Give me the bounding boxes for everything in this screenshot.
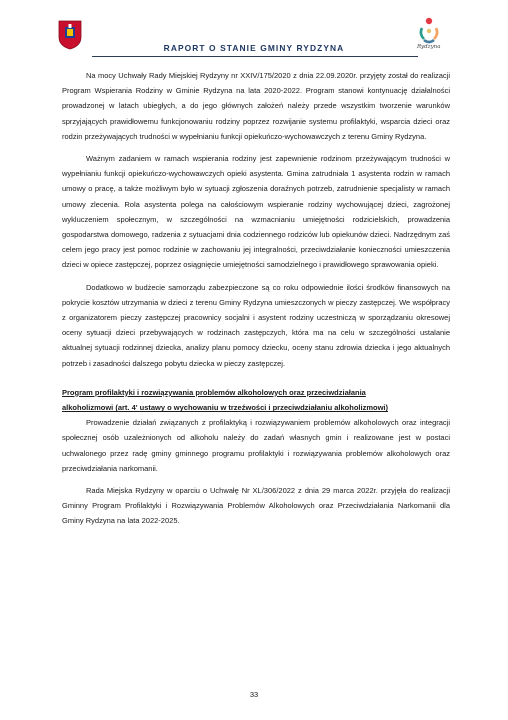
page-header [0,0,508,70]
section-paragraph: Prowadzenie działań związanych z profilaktyką i rozwiązywaniem problemów alkoholowych oraz integracji społecznej osób uzależnionych od alkoholu należy do zadań własnych gmin i realizowane jest w postaci uchwalonego przez radę gminy gminnego programu profilaktyki i rozwiązywania problemów alkoholowych oraz przeciwdziałania narkomanii. [62,418,450,473]
header-divider [92,56,418,57]
section-paragraph: Rada Miejska Rydzyny w oparciu o Uchwałę Nr XL/306/2022 z dnia 29 marca 2022r. przyjęła do realizacji Gminny Program Profilaktyki i Rozwiązywania Problemów Alkoholowych oraz Przeciwdziałania Narkomanii dla Gminy Rydzyna na lata 2022-2025. [62,486,450,526]
header-title: RAPORT O STANIE GMINY RYDZYNA [163,43,345,53]
section-heading-continued: alkoholizmowi (art. 4' ustawy o wychowaniu w trzeźwości i przeciwdziałaniu alkoholizmowi) [62,403,389,413]
report-body [62,68,450,536]
body-paragraph: Dodatkowo w budżecie samorządu zabezpieczone są co roku odpowiednie ilości środków finansowych na pokrycie kosztów utrzymania w dzieci z terenu Gminy Rydzyna umieszczonych w pieczy zastępczej. We współpracy z organizatorem pieczy zastępczej pracownicy socjalni i asystent rodziny uczestniczą w sporządzaniu okresowej oceny sytuacji dzieci przebywających w rodzinach zastępczych, która ma na celu w szczególności ustalanie aktualnej sytuacji rodzinnej dziecka, analizy planu pomocy dziecku, oceny stanu zdrowia dziecka i jego aktualnych potrzeb i zasadności dalszego pobytu dziecka w pieczy zastępczej. [62,282,450,368]
body-paragraph: Ważnym zadaniem w ramach wspierania rodziny jest zapewnienie rodzinom przeżywającym trudności w wypełnianiu funkcji opiekuńczo-wychowawczych opieki asystenta. Gmina zatrudniała 1 asystenta rodzin w ramach umowy o pracę, a także możliwym było w sytuacji zgłoszenia doraźnych potrzeb, zatrudnienie specjalisty w ramach umowy zlecenia. Rola asystenta polega na całościowym wspieranie rodziny wychowującej dzieci, zagrożonej wykluczeniem społecznym, w szczególności na wzmacnianiu umiejętności rodzicielskich, prowadzenia gospodarstwa domowego, radzenia z sytuacjami dnia codziennego rodziców lub opiekunów dzieci. Nadrzędnym zaś celem jego pracy jest pomoc rodzinie w zachowaniu jej integralności, przeciwdziałanie konieczności umieszczenia dzieci w opiece zastępczej, poprzez osiągnięcie umiejętności samodzielnego i prawidłowego sprawowania opieki. [62,154,450,270]
body-paragraph: Na mocy Uchwały Rady Miejskiej Rydzyny nr XXIV/175/2020 z dnia 22.09.2020r. przyjęty został do realizacji Program Wspierania Rodziny w Gminie Rydzyna na lata 2020-2022. Program stanowi kontynuację działalności prowadzonej w latach ubiegłych, a do jego głównych założeń należy przede wszystkim tworzenie warunków sprzyjających prawidłowemu funkcjonowaniu rodziny poprzez rozwijanie systemu profilaktyki, wsparcia dzieci oraz rodzin przeżywających trudności w wypełnianiu funkcji opiekuńczo-wychowawczych z terenu Gminy Rydzyna. [62,71,450,141]
section-heading: Program profilaktyki i rozwiązywania problemów alkoholowych oraz przeciwdziałania [62,387,366,397]
logo-text: Rydzyna [417,44,441,50]
page-number: 33 [249,690,259,699]
